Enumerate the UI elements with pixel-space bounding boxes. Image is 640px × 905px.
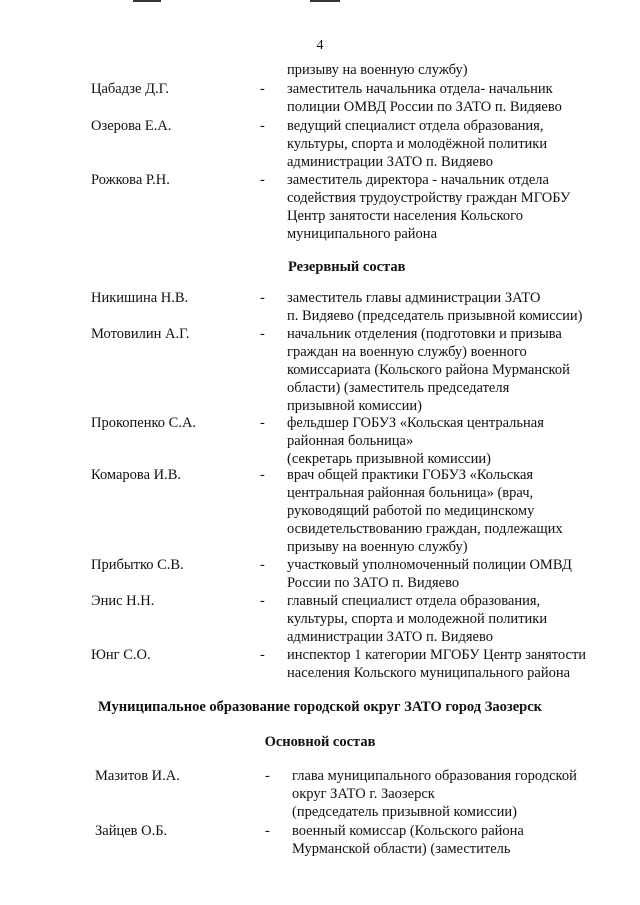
entry-description-line: Центр занятости населения Кольского xyxy=(287,208,523,224)
entry-name: Рожкова Р.Н. xyxy=(91,172,170,188)
entry-description-line: главный специалист отдела образования, xyxy=(287,593,541,609)
entry-description-line: центральная районная больница» (врач, xyxy=(287,485,534,501)
entry-description-line: (секретарь призывной комиссии) xyxy=(287,451,491,467)
entry-name: Озерова Е.А. xyxy=(91,118,172,134)
entry-name: Цабадзе Д.Г. xyxy=(91,81,169,97)
entry-dash: - xyxy=(260,647,265,663)
entry-description-line: руководящий работой по медицинскому xyxy=(287,503,535,519)
entry-dash: - xyxy=(260,290,265,306)
entry-description-line: глава муниципального образования городской xyxy=(292,768,577,784)
entry-name: Мотовилин А.Г. xyxy=(91,326,190,342)
entry-description-line: п. Видяево (председатель призывной комиссии) xyxy=(287,308,583,324)
entry-dash: - xyxy=(265,768,270,784)
entry-description-line: призывной комиссии) xyxy=(287,398,422,414)
entry-name: Никишина Н.В. xyxy=(91,290,189,306)
entry-dash: - xyxy=(260,118,265,134)
entry-description-line: призыву на военную службу) xyxy=(287,539,468,555)
entry-description-line: культуры, спорта и молодёжной политики xyxy=(287,136,548,152)
entry-dash: - xyxy=(260,326,265,342)
entry-dash: - xyxy=(260,593,265,609)
top-edge-mark xyxy=(133,0,161,2)
entry-description-line: районная больница» xyxy=(287,433,414,449)
entry-name: Зайцев О.Б. xyxy=(95,823,168,839)
entry-description-line: освидетельствованию граждан, подлежащих xyxy=(287,521,563,537)
entry-description-line: ведущий специалист отдела образования, xyxy=(287,118,544,134)
entry-description-line: России по ЗАТО п. Видяево xyxy=(287,575,460,591)
reserve-heading: Резервный состав xyxy=(288,259,406,275)
entry-description-line: фельдшер ГОБУЗ «Кольская центральная xyxy=(287,415,544,431)
entry-name: Энис Н.Н. xyxy=(91,593,155,609)
entry-description-line: муниципального района xyxy=(287,226,437,242)
entry-description-line: полиции ОМВД России по ЗАТО п. Видяево xyxy=(287,99,562,115)
entry-description-line: участковый уполномоченный полиции ОМВД xyxy=(287,557,572,573)
entry-description-line: комиссариата (Кольского района Мурманской xyxy=(287,362,570,378)
entry-description-line: заместитель начальника отдела- начальник xyxy=(287,81,553,97)
entry-dash: - xyxy=(260,467,265,483)
entry-name: Юнг С.О. xyxy=(91,647,151,663)
entry-description-line: культуры, спорта и молодежной политики xyxy=(287,611,548,627)
entry-description-line: врач общей практики ГОБУЗ «Кольская xyxy=(287,467,534,483)
top-edge-mark xyxy=(310,0,340,2)
entry-description-line: начальник отделения (подготовки и призыва xyxy=(287,326,562,342)
entry-description-line: военный комиссар (Кольского района xyxy=(292,823,524,839)
entry-description-line: граждан на военную службу) военного xyxy=(287,344,527,360)
entry-description-line: администрации ЗАТО п. Видяево xyxy=(287,154,493,170)
municipality-heading: Муниципальное образование городской округ ЗАТО город Заозерск xyxy=(98,699,542,715)
entry-name: Прокопенко С.А. xyxy=(91,415,197,431)
entry-description-line: округ ЗАТО г. Заозерск xyxy=(292,786,435,802)
entry-dash: - xyxy=(260,415,265,431)
entry-description-line: администрации ЗАТО п. Видяево xyxy=(287,629,493,645)
entry-dash: - xyxy=(260,172,265,188)
page-number: 4 xyxy=(316,38,324,53)
entry-description-line: населения Кольского муниципального района xyxy=(287,665,571,681)
entry-description-line: призыву на военную службу) xyxy=(287,62,468,78)
entry-description-line: инспектор 1 категории МГОБУ Центр занятости xyxy=(287,647,587,663)
entry-description-line: (председатель призывной комиссии) xyxy=(292,804,517,820)
entry-description-line: Мурманской области) (заместитель xyxy=(292,841,511,857)
entry-name: Прибытко С.В. xyxy=(91,557,184,573)
entry-description-line: заместитель главы администрации ЗАТО xyxy=(287,290,541,306)
entry-description-line: заместитель директора - начальник отдела xyxy=(287,172,549,188)
entry-dash: - xyxy=(265,823,270,839)
entry-description-line: области) (заместитель председателя xyxy=(287,380,510,396)
main-heading: Основной состав xyxy=(264,734,376,750)
entry-name: Мазитов И.А. xyxy=(95,768,180,784)
entry-dash: - xyxy=(260,81,265,97)
entry-name: Комарова И.В. xyxy=(91,467,182,483)
entry-dash: - xyxy=(260,557,265,573)
entry-description-line: содействия трудоустройству граждан МГОБУ xyxy=(287,190,571,206)
